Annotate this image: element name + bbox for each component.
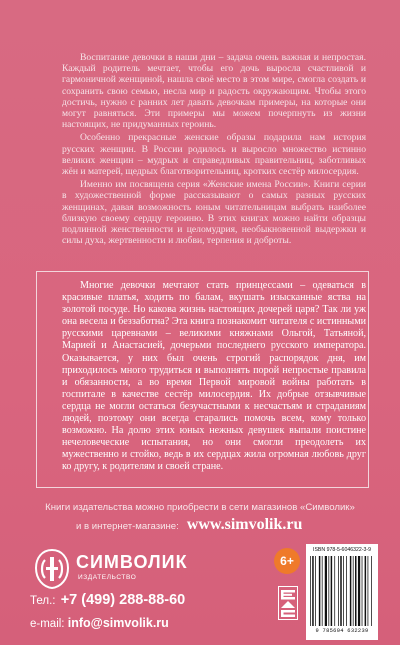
website-link[interactable]: www.simvolik.ru <box>186 516 303 533</box>
series-description <box>62 52 366 246</box>
series-paragraph-1: Воспитание девочки в наши дни – задача очень важная и непростая. Каждый родитель мечтает, чтобы его дочь выросла счастливой и гармоничной женщиной, нашла своё место в этом мире, смогла создать и сохранить свою семью, несла мир и радость окружающим. Чтобы этого достичь, нужно с ранних лет давать девочкам примеры, на которые они могут равняться. Эти примеры мы можем почерпнуть из жизни настоящих, не придуманных героинь. <box>62 52 366 131</box>
webshop-text: и в интернет-магазине: <box>76 521 179 532</box>
publisher-subtitle: ИЗДАТЕЛЬСТВО <box>78 574 137 581</box>
barcode-digits: 9 785604 632239 <box>315 628 369 634</box>
eac-mark-icon <box>278 586 298 620</box>
annotation-paragraph: Многие девочки мечтают стать принцессами – одеваться в красивые платья, ходить по балам, вкушать изысканные яства на золотой посуде. Но какова жизнь настоящих дочерей царя? Так ли уж она весела и беззаботна? Эта книга познакомит читателя с истинными русскими царевнами – великими княжнами Ольгой, Татьяной, Марией и Анастасией, дочерьми последнего русского императора. Оказывается, у них был очень строгий распорядок дня, им приходилось много трудиться и выполнять порой непростые правила и обязанности, а во время Первой мировой войны работать в госпитале в качестве сестёр милосердия. Их добрые отзывчивые сердца не могли остаться безучастными к несчастьям и страданиям людей, поэтому они всегда старались помочь всем, кому только возможно. На долю этих юных нежных девушек выпали поистине нечеловеческие испытания, но они смогли преодолеть их мужественно и стойко, ведь в их сердцах жила огромная любовь друг ко другу, к родителям и своей стране. <box>62 280 366 473</box>
isbn-text: ISBN 978-5-6046322-3-9 <box>313 547 371 553</box>
webshop-line <box>76 516 376 534</box>
email-address[interactable]: info@simvolik.ru <box>67 616 169 630</box>
series-paragraph-3: Именно им посвящена серия «Женские имена России». Книги серии в художественной форме рассказывают о самых разных русских женщинах, давая возможность юным читательницам выбрать наиболее близкую своему сердцу героиню. В этих книгах можно найти образцы подлинной женственности и целомудрия, необыкновенной выдержки и силы духа, жертвенности и любви, терпения и доброты. <box>62 179 366 247</box>
email-label: e-mail: <box>30 618 65 630</box>
phone-line <box>30 592 185 608</box>
email-line <box>30 616 169 630</box>
publisher-name: СИМВОЛИК <box>76 552 188 572</box>
barcode-bars <box>310 556 374 626</box>
series-paragraph-2: Особенно прекрасные женские образы подарила нам история русских женщин. В России родилось и выросло множество истинно великих женщин – мудрых и справедливых правительниц, заботливых жён и матерей, щедрых благотворительниц, кротких сестёр милосердия. <box>62 132 366 178</box>
book-annotation <box>62 280 366 474</box>
barcode-block <box>306 544 378 640</box>
shops-text: Книги издательства можно приобрести в сети магазинов «Символик» <box>45 502 355 513</box>
phone-label: Тел.: <box>30 595 56 607</box>
simvolik-logo-icon <box>32 548 72 590</box>
phone-number[interactable]: +7 (499) 288-88-60 <box>60 592 186 608</box>
age-rating-badge: 6+ <box>274 548 300 574</box>
